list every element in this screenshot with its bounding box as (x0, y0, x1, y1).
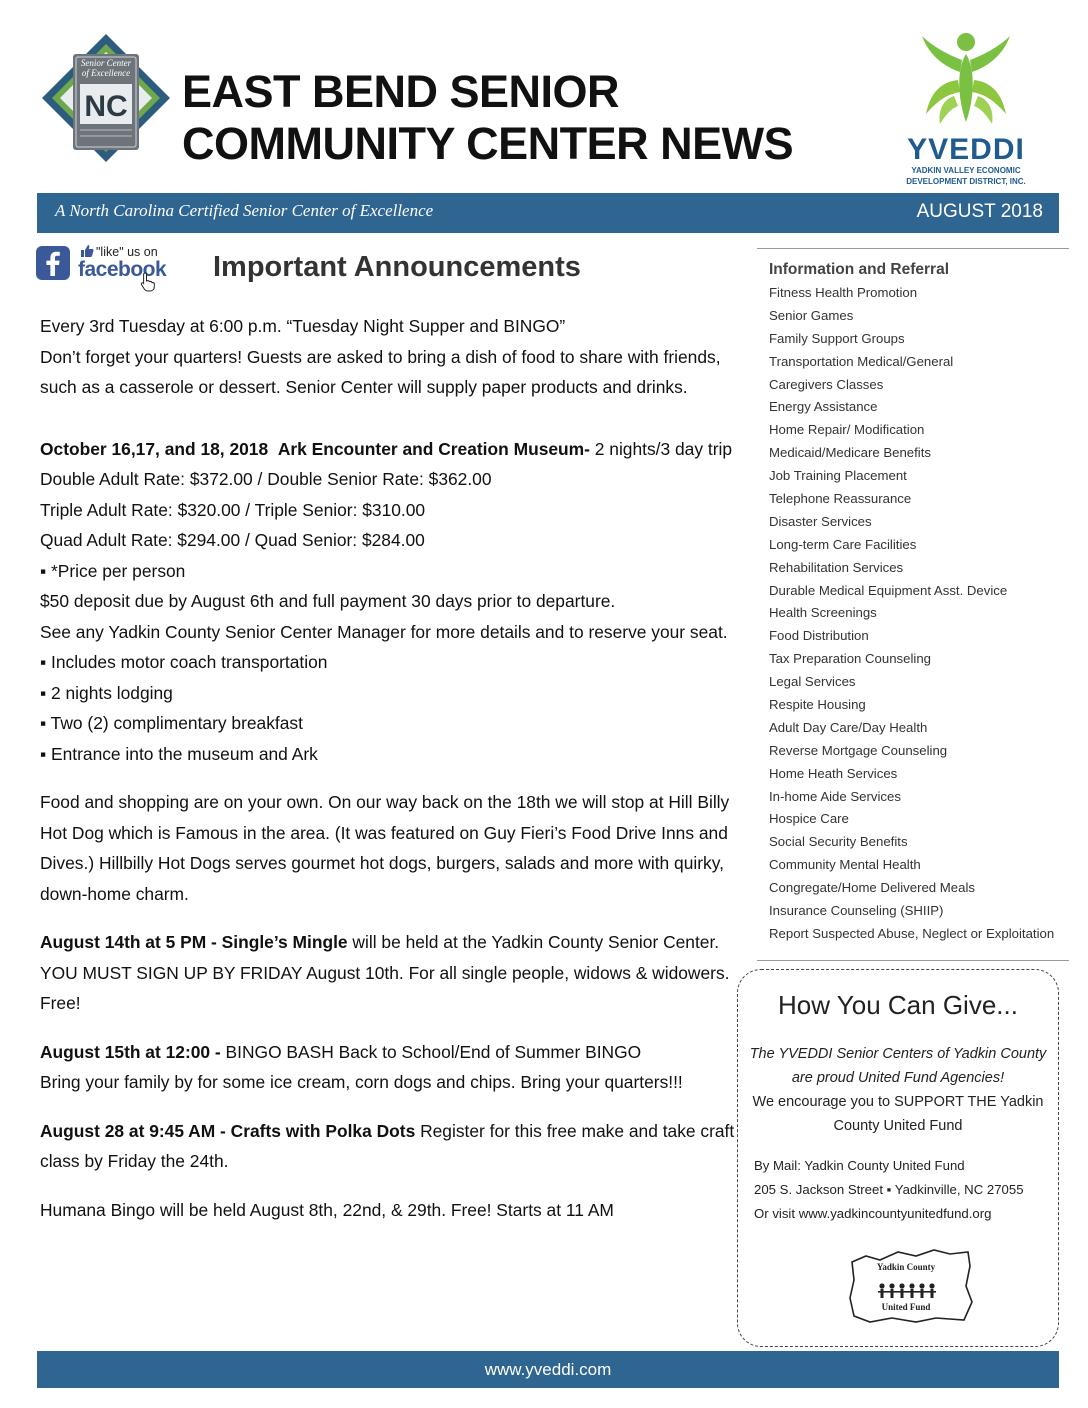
referral-item: Home Repair/ Modification (769, 422, 925, 438)
county-outline-icon (846, 1246, 976, 1326)
trip-rate-quad: Quad Adult Rate: $294.00 / Quad Senior: $284.00 (40, 530, 425, 550)
referral-item: Transportation Medical/General (769, 353, 954, 369)
trip-include-4: ▪ Entrance into the museum and Ark (40, 743, 318, 764)
bingo-bash-line-2: Bring your family by for some ice cream, corn dogs and chips. Bring your quarters!!! (40, 1072, 683, 1092)
give-agencies-text: The YVEDDI Senior Centers of Yadkin County are proud United Fund Agencies! (749, 1046, 1047, 1086)
yadkin-county-united-fund-logo (846, 1246, 976, 1326)
trip-length: 2 nights/3 day trip (594, 438, 733, 459)
badge-line1: Senior Center (80, 58, 132, 68)
referral-item: Long-term Care Facilities (769, 536, 917, 552)
give-address-line-1: By Mail: Yadkin County United Fund (754, 1158, 965, 1173)
yveddi-wordmark: YVEDDI (907, 133, 1025, 166)
referral-item: Fitness Health Promotion (769, 285, 918, 300)
supper-line-2: Don’t forget your quarters! Guests are asked to bring a dish of food to share with friends, such as a casserole or dessert. Senior Center will supply paper products and drinks. (40, 346, 721, 397)
referral-item: Hospice Care (769, 811, 849, 827)
referral-item: Tax Preparation Counseling (769, 651, 932, 667)
crafts-lead: August 28 at 9:45 AM - Crafts with Polka Dots (40, 1120, 416, 1141)
referral-item: Social Security Benefits (769, 834, 908, 850)
thumbs-up-icon (80, 244, 94, 258)
facebook-icon (36, 246, 70, 280)
referral-item: Energy Assistance (769, 399, 878, 415)
referral-item: Adult Day Care/Day Health (769, 719, 928, 735)
mingle-text: will be held at the Yadkin County Senior Center. YOU MUST SIGN UP BY FRIDAY August 10th. For all single people, widows & widowers. Free! (40, 932, 730, 1013)
footer-website-link[interactable]: www.yveddi.com (484, 1360, 612, 1379)
sidebar-top-divider (757, 248, 1069, 249)
referral-item: Disaster Services (769, 513, 872, 529)
give-support-text: We encourage you to SUPPORT THE Yadkin County United Fund (752, 1094, 1044, 1134)
trip-deposit: $50 deposit due by August 6th and full payment 30 days prior to departure. (40, 591, 616, 611)
referral-item: Caregivers Classes (769, 376, 884, 392)
title-line-1: EAST BEND SENIOR (182, 66, 620, 117)
badge-monogram: NC (84, 90, 128, 123)
crafts-text: Register for this free make and take craft class by Friday the 24th. (40, 1120, 735, 1171)
referral-item: Senior Games (769, 307, 854, 323)
yveddi-subtitle-1: YADKIN VALLEY ECONOMIC (911, 166, 1021, 175)
facebook-like-badge[interactable] (36, 244, 176, 292)
announcements-body (40, 311, 740, 1225)
referral-item: Community Mental Health (769, 857, 921, 873)
crafts-announcement (40, 1116, 740, 1177)
referral-item: Health Screenings (769, 605, 877, 621)
yveddi-logo (886, 30, 1046, 186)
give-address-line-2: 205 S. Jackson Street ▪ Yadkinville, NC 27055 (754, 1182, 1024, 1197)
bingo-bash-lead: August 15th at 12:00 - (40, 1041, 221, 1062)
hand-pointer-icon (140, 272, 156, 292)
supper-line-1: Every 3rd Tuesday at 6:00 p.m. “Tuesday Night Supper and BINGO” (40, 316, 566, 336)
trip-title: Ark Encounter and Creation Museum- (277, 438, 590, 459)
header-banner (37, 193, 1059, 233)
referral-item: Reverse Mortgage Counseling (769, 742, 948, 758)
announcements-heading: Important Announcements (213, 251, 581, 283)
info-referral-list (769, 284, 1054, 948)
footer-bar (37, 1351, 1059, 1388)
referral-item: Home Heath Services (769, 765, 898, 781)
trip-include-1: ▪ Includes motor coach transportation (40, 652, 328, 672)
referral-item: In-home Aide Services (769, 788, 901, 804)
newsletter-title (182, 66, 793, 170)
trip-include-2: ▪ 2 nights lodging (40, 682, 173, 703)
facebook-wordmark: facebook (78, 258, 167, 281)
facebook-like-text: "like" us on (96, 245, 158, 259)
give-heading: How You Can Give... (778, 990, 1018, 1020)
yveddi-figure-icon (886, 30, 1046, 130)
yveddi-subtitle-2: DEVELOPMENT DISTRICT, INC. (906, 177, 1026, 186)
referral-item: Food Distribution (769, 628, 869, 644)
humana-bingo: Humana Bingo will be held August 8th, 22nd, & 29th. Free! Starts at 11 AM (40, 1199, 614, 1220)
info-referral-heading: Information and Referral (769, 261, 949, 278)
senior-center-excellence-badge (40, 32, 172, 164)
trip-price-note: ▪ *Price per person (40, 560, 186, 581)
fund-logo-bottom: United Fund (881, 1302, 931, 1312)
fund-logo-top: Yadkin County (876, 1262, 936, 1272)
trip-include-3: ▪ Two (2) complimentary breakfast (40, 713, 303, 733)
trip-rate-triple: Triple Adult Rate: $320.00 / Triple Senior: $310.00 (40, 499, 426, 520)
trip-dates: October 16,17, and 18, 2018 (40, 438, 269, 459)
issue-date: AUGUST 2018 (916, 201, 1043, 222)
referral-item: Job Training Placement (769, 468, 907, 484)
trip-contact: See any Yadkin County Senior Center Manager for more details and to reserve your seat. (40, 621, 728, 642)
bingo-bash-text: BINGO BASH Back to School/End of Summer BINGO (220, 1041, 642, 1062)
trip-food: Food and shopping are on your own. On our way back on the 18th we will stop at Hill Billy Hot Dog which is Famous in the area. (It was featured on Guy Fieri’s Food Drive Inns and Dives.) Hillbilly Hot Dogs serves gourmet hot dogs, burgers, salads and more with quirky, down-home charm. (40, 792, 730, 904)
bingo-bash-announcement (40, 1037, 740, 1068)
sidebar-bottom-divider (757, 960, 1069, 961)
mingle-announcement (40, 927, 740, 1019)
tagline: A North Carolina Certified Senior Center of Excellence (55, 201, 434, 220)
referral-item: Telephone Reassurance (769, 491, 912, 507)
referral-item: Report Suspected Abuse, Neglect or Exploitation (769, 925, 1055, 941)
referral-item: Insurance Counseling (SHIIP) (769, 903, 944, 919)
give-mail-address (754, 1154, 1054, 1226)
how-you-can-give-box (737, 969, 1059, 1347)
referral-item: Rehabilitation Services (769, 559, 904, 575)
give-address-line-3[interactable]: Or visit www.yadkincountyunitedfund.org (754, 1206, 992, 1221)
trip-rate-double: Double Adult Rate: $372.00 / Double Senior Rate: $362.00 (40, 469, 492, 489)
referral-item: Legal Services (769, 674, 856, 690)
mingle-lead: August 14th at 5 PM - Single’s Mingle (40, 932, 348, 952)
referral-item: Respite Housing (769, 697, 866, 713)
title-line-2: COMMUNITY CENTER NEWS (182, 118, 794, 169)
referral-item: Durable Medical Equipment Asst. Device (769, 582, 1008, 598)
referral-item: Medicaid/Medicare Benefits (769, 445, 931, 461)
trip-headline (40, 434, 740, 465)
referral-item: Congregate/Home Delivered Meals (769, 880, 975, 896)
badge-line2: of Excellence (81, 68, 131, 78)
referral-item: Family Support Groups (769, 330, 905, 346)
